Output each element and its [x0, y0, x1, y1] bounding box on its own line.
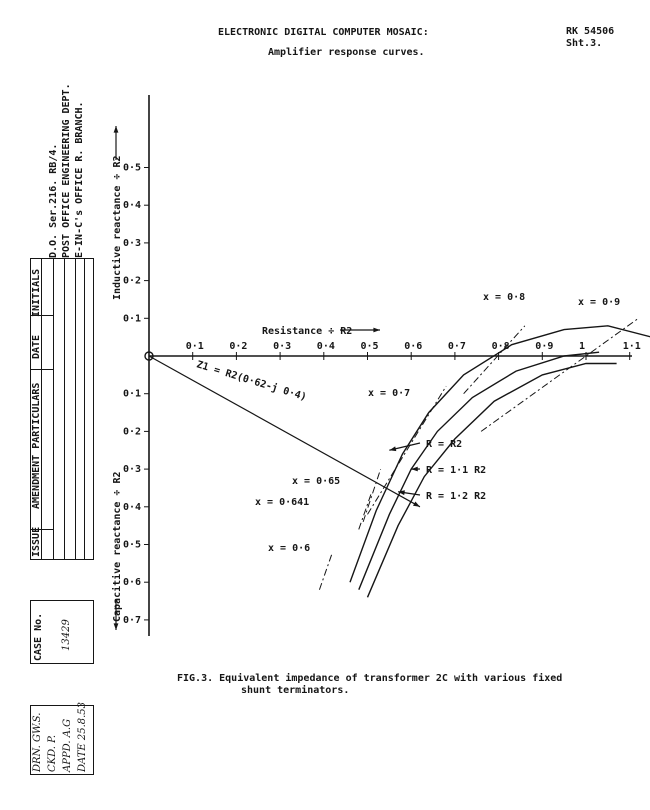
frequency-label: x = 0·8: [483, 292, 526, 303]
series-curve-3: [350, 326, 650, 582]
y-tick-label: 0·6: [123, 577, 142, 589]
figure-caption-line-1: FIG.3. Equivalent impedance of transformer 2C with various fixed: [177, 673, 563, 684]
table-header-date: DATE: [31, 334, 42, 359]
frequency-line: [481, 318, 638, 431]
x-tick-label: 0·6: [404, 341, 423, 352]
vector-label: Z1 = R2(0·62-j 0·4): [195, 359, 308, 404]
y-tick-label: 0·4: [123, 501, 142, 513]
table-header-issue: ISSUE: [31, 526, 42, 557]
x-axis-label-arrow-head: [373, 328, 380, 333]
frequency-label: x = 0·9: [578, 297, 621, 308]
x-tick-label: 0·4: [316, 341, 335, 352]
frequency-line: [319, 552, 332, 590]
y-tick-label: 0·3: [123, 237, 142, 249]
y-tick-label: 0·1: [123, 313, 142, 325]
frequency-label: x = 0·6: [268, 543, 311, 554]
x-tick-label: 0·3: [273, 341, 292, 352]
legend-entry: R = R2: [426, 439, 463, 450]
table-header-particulars: AMENDMENT PARTICULARS: [31, 382, 42, 509]
office-line-2: POST OFFICE ENGINEERING DEPT.: [61, 83, 72, 258]
x-tick-label: 0·2: [229, 341, 248, 352]
case-number-value: 13429: [61, 619, 72, 651]
office-line-3: E-IN-C's OFFICE R. BRANCH.: [74, 101, 85, 258]
y-axis-label-upper: Inductive reactance ÷ R2: [112, 155, 123, 300]
checked-by: CKD. P.: [47, 734, 58, 772]
drawn-by: DRN. GW.S.: [32, 712, 43, 772]
y-tick-label: 0·7: [123, 614, 142, 626]
x-tick-label: 1: [579, 341, 586, 352]
y-tick-label: 0·5: [123, 162, 142, 174]
y-axis-label-lower-arrow-head: [114, 623, 119, 630]
office-line-1: D.O. Ser.216. RB/4.: [48, 143, 59, 258]
frequency-lines: [149, 318, 638, 589]
doc-reference: RK 54506: [566, 26, 615, 37]
figure-caption-line-2: shunt terminators.: [241, 685, 350, 696]
chart-series: [350, 326, 650, 598]
y-tick-label: 0·2: [123, 275, 142, 287]
x-tick-label: 0·1: [185, 341, 204, 352]
impedance-vector: [149, 356, 420, 507]
legend-entry: R = 1·2 R2: [426, 491, 487, 502]
approved-by: APPD. A.G: [62, 718, 73, 772]
y-tick-label: 0·3: [123, 464, 142, 476]
x-tick-label: 0·9: [535, 341, 554, 352]
frequency-label: x = 0·641: [255, 497, 310, 508]
case-number-label: CASE No.: [33, 612, 44, 661]
page-title: ELECTRONIC DIGITAL COMPUTER MOSAIC:: [218, 27, 429, 38]
y-axis-label-lower: Capacitive reactance ÷ R2: [112, 471, 123, 622]
x-tick-label: 0·8: [491, 341, 510, 352]
y-tick-label: 0·4: [123, 200, 142, 212]
x-tick-label: 1·1: [622, 341, 641, 352]
sheet-number: Sht.3.: [566, 38, 603, 49]
signoff-date: DATE 25.8.53: [77, 701, 88, 772]
y-tick-label: 0·1: [123, 388, 142, 400]
legend-entry: R = 1·1 R2: [426, 465, 487, 476]
table-header-initials: INITIALS: [31, 268, 42, 317]
legend-pointer-head: [389, 446, 396, 451]
y-tick-label: 0·5: [123, 539, 142, 551]
frequency-label: x = 0·65: [292, 476, 341, 487]
frequency-label: x = 0·7: [368, 388, 411, 399]
impedance-vector-head: [413, 502, 420, 507]
y-axis-label-upper-arrow-head: [114, 126, 119, 133]
x-axis-label: Resistance ÷ R2: [262, 326, 353, 337]
y-tick-label: 0·2: [123, 426, 142, 438]
x-tick-label: 0·5: [360, 341, 379, 352]
page-subtitle: Amplifier response curves.: [268, 47, 425, 58]
x-tick-label: 0·7: [447, 341, 466, 352]
